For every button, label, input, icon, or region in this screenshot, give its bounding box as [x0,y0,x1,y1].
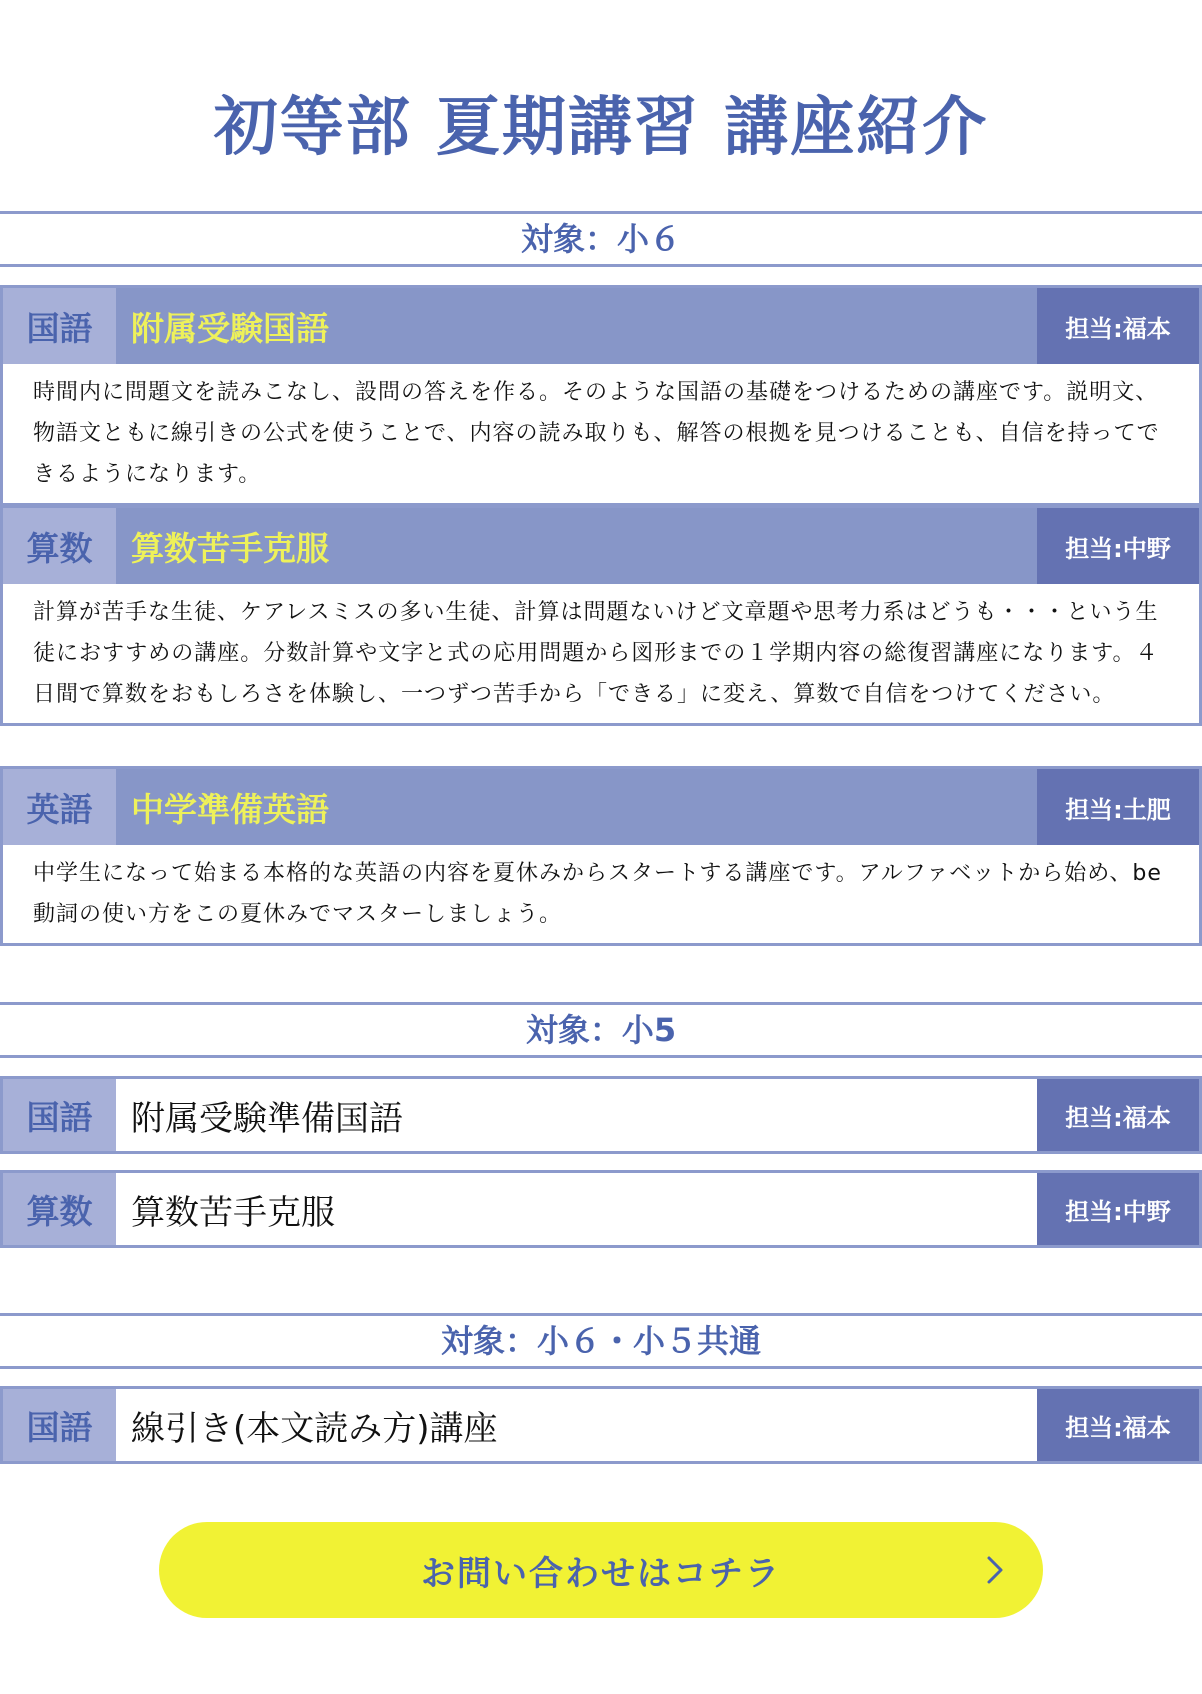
course-card-grade5-japanese [0,1076,1202,1154]
contact-button-label: お問い合わせはコチラ [421,1553,781,1594]
course-card-grade5-math [0,1170,1202,1248]
course-header [3,288,1199,364]
subject-label: 英語 [3,769,116,845]
target-header-grade5: 対象：小5 [0,1002,1202,1058]
teacher-label: 担当:福本 [1037,1079,1199,1151]
course-title: 算数苦手克服 [116,508,1037,584]
course-description: 中学生になって始まる本格的な英語の内容を夏休みからスタートする講座です。アルファベットから始め、be動詞の使い方をこの夏休みでマスターしましょう。 [3,845,1199,943]
page-title: 初等部 夏期講習 講座紹介 [213,91,989,165]
course-header [3,1079,1199,1151]
subject-label: 国語 [3,288,116,364]
target-header-common: 対象：小６・小５共通 [0,1313,1202,1369]
course-title: 算数苦手克服 [116,1173,1037,1245]
teacher-label: 担当:福本 [1037,288,1199,364]
subject-label: 国語 [3,1389,116,1461]
course-title: 附属受験準備国語 [116,1079,1037,1151]
course-header [3,1173,1199,1245]
course-title: 附属受験国語 [116,288,1037,364]
subject-label: 算数 [3,1173,116,1245]
course-header [3,1389,1199,1461]
course-title: 中学準備英語 [116,769,1037,845]
course-card-grade6-english [0,766,1202,946]
course-card-common-japanese [0,1386,1202,1464]
course-header [3,769,1199,845]
course-title: 線引き(本文読み方)講座 [116,1389,1037,1461]
target-header-grade6: 対象：小６ [0,211,1202,267]
contact-button[interactable] [159,1522,1043,1618]
subject-label: 国語 [3,1079,116,1151]
chevron-right-icon [977,1552,1013,1588]
teacher-label: 担当:中野 [1037,1173,1199,1245]
teacher-label: 担当:福本 [1037,1389,1199,1461]
subject-label: 算数 [3,508,116,584]
course-description: 計算が苦手な生徒、ケアレスミスの多い生徒、計算は問題ないけど文章題や思考力系はどうも・・・という生徒におすすめの講座。分数計算や文字と式の応用問題から図形までの１学期内容の総復習講座になります。４日間で算数をおもしろさを体験し、一つずつ苦手から「できる」に変え、算数で自信をつけてください。 [3,584,1199,723]
course-card-grade6-math [0,505,1202,726]
course-header [3,508,1199,584]
teacher-label: 担当:土肥 [1037,769,1199,845]
course-description: 時間内に問題文を読みこなし、設問の答えを作る。そのような国語の基礎をつけるための講座です。説明文、物語文ともに線引きの公式を使うことで、内容の読み取りも、解答の根拠を見つけることも、自信を持ってできるようになります。 [3,364,1199,503]
course-card-grade6-japanese [0,285,1202,506]
teacher-label: 担当:中野 [1037,508,1199,584]
